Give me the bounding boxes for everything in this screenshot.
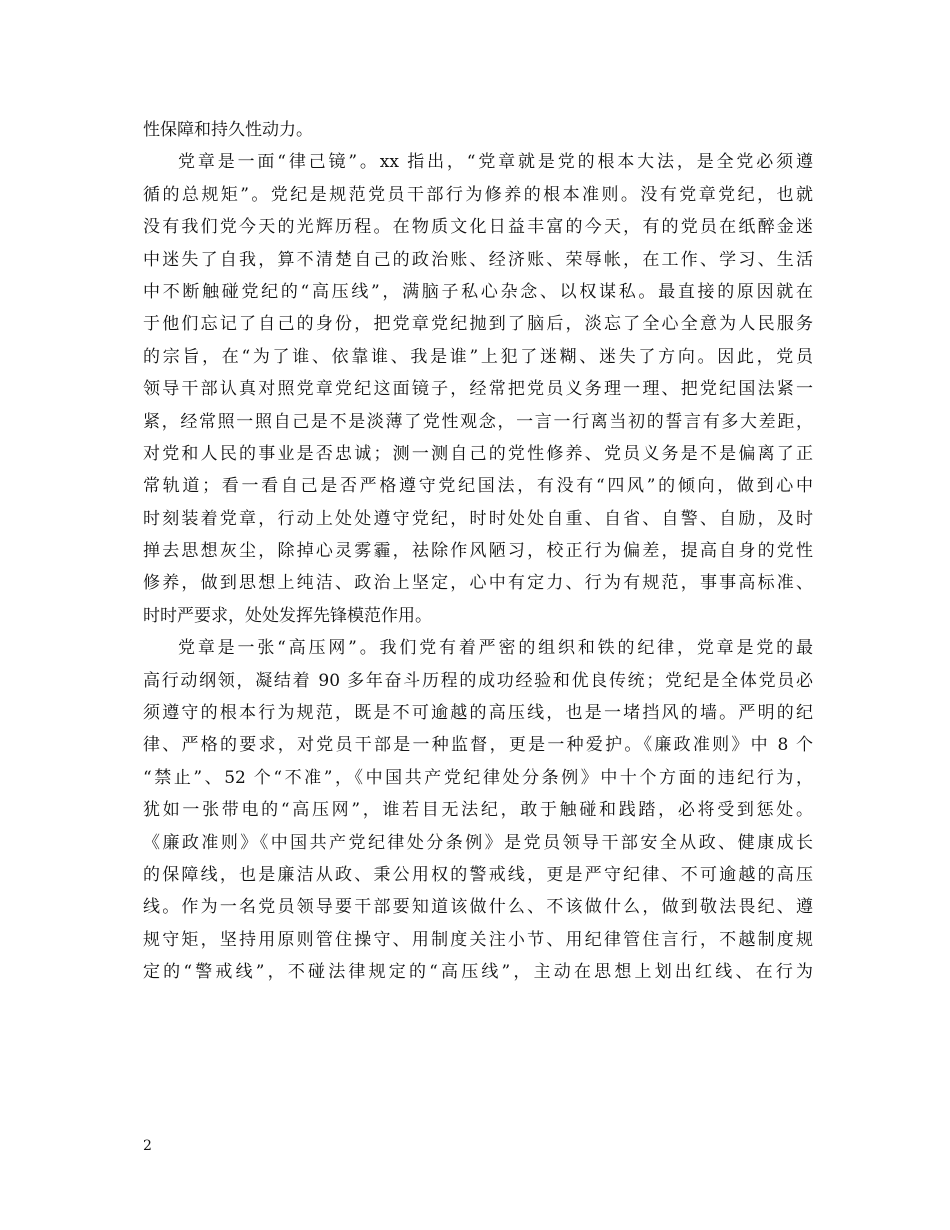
text-line: 掸去思想灰尘，除掉心灵雾霾，祛除作风陋习，校正行为偏差，提高自身的党性	[143, 541, 813, 562]
text-line: 性保障和持久性动力。	[143, 120, 313, 140]
text-line: 的保障线，也是廉洁从政、秉公用权的警戒线，更是严守纪律、不可逾越的高压	[143, 864, 813, 885]
text-line: 对党和人民的事业是否忠诚；测一测自己的党性修养、党员义务是不是偏离了正	[143, 443, 813, 464]
text-line: 犹如一张带电的“高压网”，谁若目无法纪，敢于触碰和践踏，必将受到惩处。	[143, 800, 813, 821]
page-number: 2	[143, 1138, 152, 1154]
text-line: 《廉政准则》《中国共产党纪律处分条例》是党员领导干部安全从政、健康成长	[143, 832, 813, 853]
text-line: 定的“警戒线”，不碰法律规定的“高压线”，主动在思想上划出红线、在行为	[143, 962, 813, 983]
text-line: 时时严要求，处处发挥先锋模范作用。	[143, 605, 432, 626]
text-line: 循的总规矩”。党纪是规范党员干部行为修养的根本准则。没有党章党纪，也就	[143, 184, 813, 205]
text-line: 修养，做到思想上纯洁、政治上坚定，心中有定力、行为有规范，事事高标准、	[143, 573, 813, 594]
text-line: 党章是一面“律己镜”。xx 指出，“党章就是党的根本大法，是全党必须遵	[178, 152, 813, 173]
text-line: 的宗旨，在“为了谁、依靠谁、我是谁”上犯了迷糊、迷失了方向。因此，党员	[143, 346, 813, 367]
text-line: 于他们忘记了自己的身份，把党章党纪抛到了脑后，淡忘了全心全意为人民服务	[143, 314, 813, 335]
text-line: 须遵守的根本行为规范，既是不可逾越的高压线，也是一堵挡风的墙。严明的纪	[143, 703, 813, 724]
body-text	[143, 114, 813, 989]
text-line: 时刻装着党章，行动上处处遵守党纪，时时处处自重、自省、自警、自励，及时	[143, 508, 813, 529]
text-line: 党章是一张“高压网”。我们党有着严密的组织和铁的纪律，党章是党的最	[178, 638, 813, 659]
text-line: 线。作为一名党员领导要干部要知道该做什么、不该做什么，做到敬法畏纪、遵	[143, 897, 813, 918]
text-line: 没有我们党今天的光辉历程。在物质文化日益丰富的今天，有的党员在纸醉金迷	[143, 217, 813, 238]
text-line: 律、严格的要求，对党员干部是一种监督，更是一种爱护。《廉政准则》中 8 个	[143, 735, 813, 756]
text-line: 规守矩，坚持用原则管住操守、用制度关注小节、用纪律管住言行，不越制度规	[143, 929, 813, 950]
text-line: 常轨道；看一看自己是否严格遵守党纪国法，有没有“四风”的倾向，做到心中	[143, 476, 813, 497]
text-line: 领导干部认真对照党章党纪这面镜子，经常把党员义务理一理、把党纪国法紧一	[143, 379, 813, 400]
text-line: 高行动纲领，凝结着 90 多年奋斗历程的成功经验和优良传统；党纪是全体党员必	[143, 670, 813, 691]
text-line: 紧，经常照一照自己是不是淡薄了党性观念，一言一行离当初的誓言有多大差距，	[143, 411, 813, 432]
text-line: 中迷失了自我，算不清楚自己的政治账、经济账、荣辱帐，在工作、学习、生活	[143, 249, 813, 270]
text-line: “禁止”、52 个“不准”，《中国共产党纪律处分条例》中十个方面的违纪行为，	[143, 767, 813, 788]
text-line: 中不断触碰党纪的“高压线”，满脑子私心杂念、以权谋私。最直接的原因就在	[143, 281, 813, 302]
